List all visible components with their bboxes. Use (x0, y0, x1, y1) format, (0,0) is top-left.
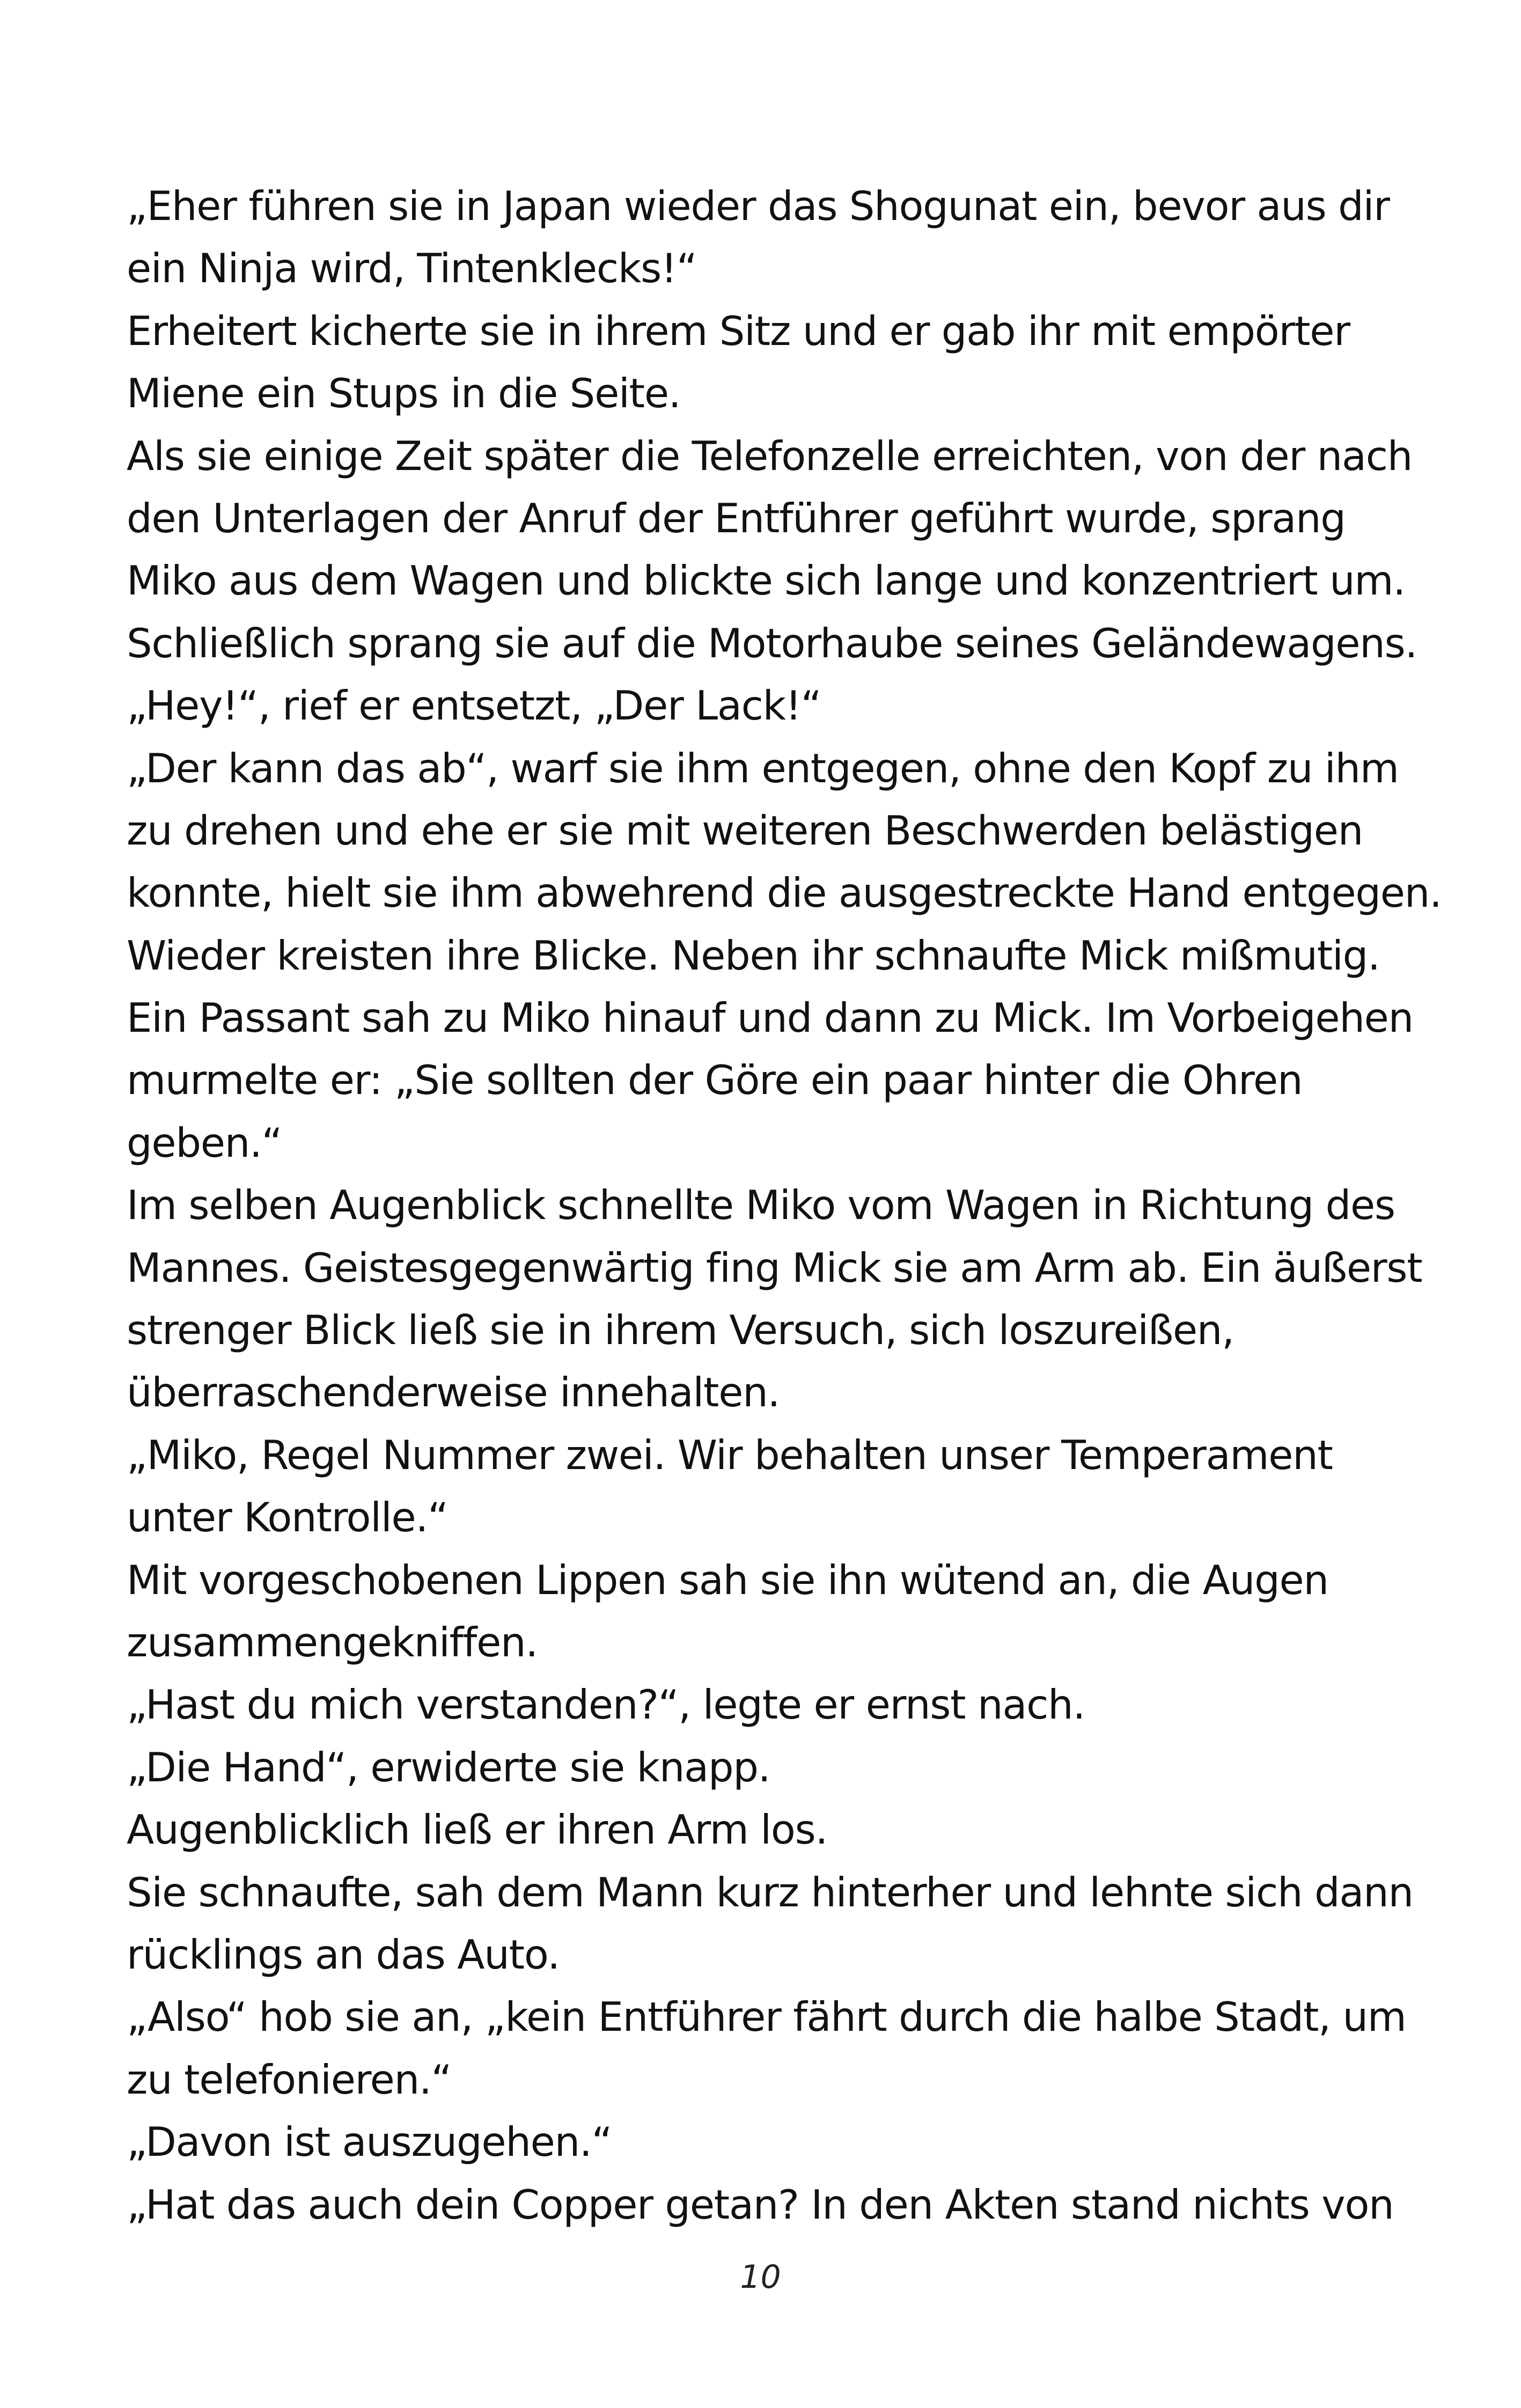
text-line: „Die Hand“, erwiderte sie knapp. (127, 1743, 770, 1791)
text-line: Mannes. Geistesgegenwärtig fing Mick sie am Arm ab. Ein äußerst (127, 1244, 1422, 1291)
text-line: Wieder kreisten ihre Blicke. Neben ihr schnaufte Mick mißmutig. (127, 931, 1380, 979)
text-line: zu telefonieren.“ (127, 2055, 452, 2103)
text-line: „Hey!“, rief er entsetzt, „Der Lack!“ (127, 682, 821, 730)
text-line: Als sie einige Zeit später die Telefonzelle erreichten, von der nach (127, 432, 1413, 480)
text-line: rücklings an das Auto. (127, 1930, 560, 1978)
text-line: Schließlich sprang sie auf die Motorhaube seines Geländewagens. (127, 619, 1417, 667)
text-line: geben.“ (127, 1119, 282, 1166)
text-line: „Hat das auch dein Copper getan? In den Akten stand nichts von (127, 2181, 1394, 2228)
text-line: zu drehen und ehe er sie mit weiteren Beschwerden belästigen (127, 806, 1363, 854)
text-line: unter Kontrolle.“ (127, 1494, 448, 1541)
text-line: „Hast du mich verstanden?“, legte er ernst nach. (127, 1681, 1085, 1729)
text-line: ein Ninja wird, Tintenklecks!“ (127, 245, 697, 292)
text-line: zusammengekniffen. (127, 1618, 538, 1666)
text-line: „Davon ist auszugehen.“ (127, 2118, 612, 2166)
text-line: „Also“ hob sie an, „kein Entführer fährt durch die halbe Stadt, um (127, 1993, 1406, 2041)
text-line: „Miko, Regel Nummer zwei. Wir behalten unser Temperament (127, 1431, 1333, 1479)
text-line: den Unterlagen der Anruf der Entführer geführt wurde, sprang (127, 494, 1346, 542)
text-line: Miene ein Stups in die Seite. (127, 370, 681, 417)
text-line: Ein Passant sah zu Miko hinauf und dann zu Mick. Im Vorbeigehen (127, 994, 1413, 1042)
text-line: strenger Blick ließ sie in ihrem Versuch, sich loszureißen, (127, 1306, 1234, 1354)
text-line: Miko aus dem Wagen und blickte sich lange und konzentriert um. (127, 557, 1405, 605)
text-line: konnte, hielt sie ihm abwehrend die ausgestreckte Hand entgegen. (127, 869, 1442, 917)
text-line: Erheitert kicherte sie in ihrem Sitz und er gab ihr mit empörter (127, 307, 1350, 355)
text-line: „Eher führen sie in Japan wieder das Shogunat ein, bevor aus dir (127, 182, 1390, 230)
text-line: Mit vorgeschobenen Lippen sah sie ihn wütend an, die Augen (127, 1556, 1328, 1604)
body-text (127, 175, 1442, 2236)
text-line: „Der kann das ab“, warf sie ihm entgegen, ohne den Kopf zu ihm (127, 744, 1399, 792)
text-line: Augenblicklich ließ er ihren Arm los. (127, 1806, 828, 1854)
page-number: 10 (740, 2258, 781, 2296)
text-line: überraschenderweise innehalten. (127, 1369, 780, 1416)
text-line: murmelte er: „Sie sollten der Göre ein paar hinter die Ohren (127, 1056, 1303, 1104)
text-line: Im selben Augenblick schnellte Miko vom Wagen in Richtung des (127, 1181, 1395, 1229)
text-line: Sie schnaufte, sah dem Mann kurz hinterher und lehnte sich dann (127, 1868, 1413, 1916)
